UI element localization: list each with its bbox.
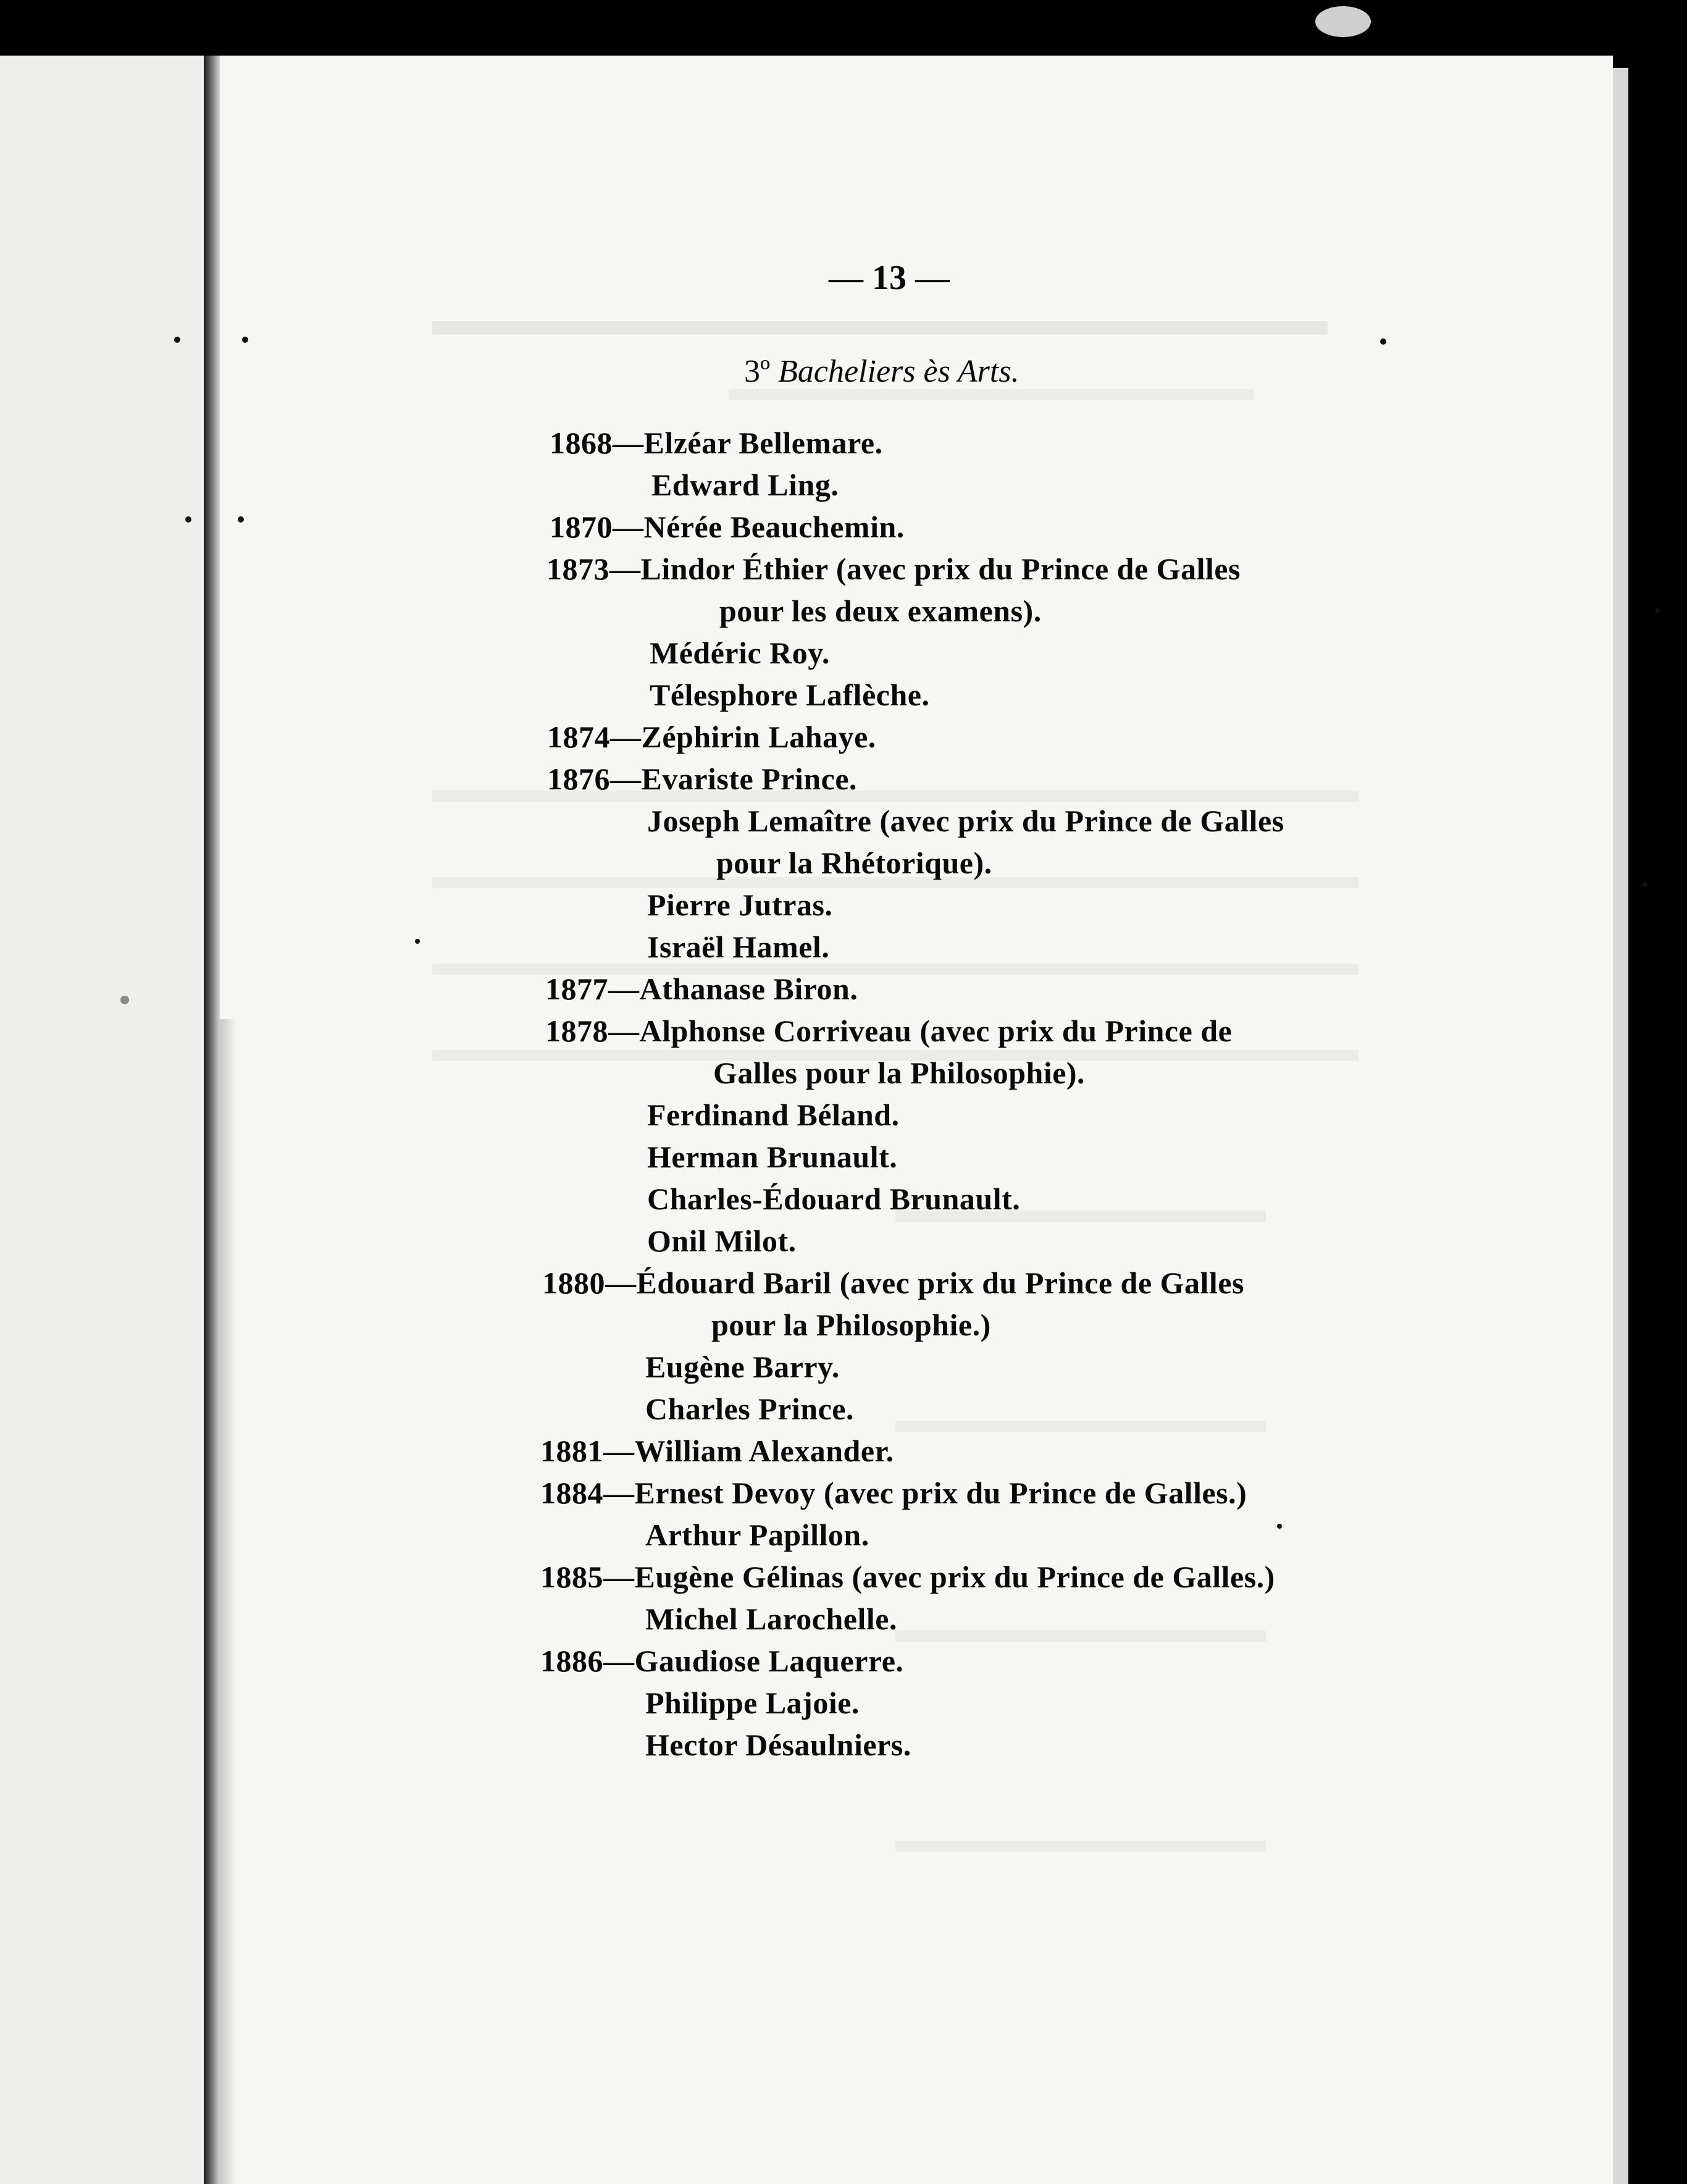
entry-line: Israël Hamel. (647, 930, 830, 964)
entry-line: 1885—Eugène Gélinas (avec prix du Prince de Galles.) (540, 1560, 1275, 1594)
entry-line: pour la Rhétorique). (716, 846, 992, 880)
entry-line: 1877—Athanase Biron. (545, 972, 858, 1006)
entry-line: Médéric Roy. (650, 636, 831, 670)
entry-line: 1881—William Alexander. (540, 1434, 894, 1468)
entry-line: Galles pour la Philosophie). (713, 1056, 1086, 1090)
entry-line: Télesphore Laflèche. (650, 678, 930, 712)
section-heading: Bacheliers ès Arts. (778, 354, 1019, 389)
entry-line: Onil Milot. (647, 1224, 797, 1258)
entry-line: 1870—Nérée Beauchemin. (550, 510, 905, 544)
entry-line: 1868—Elzéar Bellemare. (550, 426, 883, 460)
entry-line: pour les deux examens). (719, 594, 1042, 628)
entry-line: 1884—Ernest Devoy (avec prix du Prince de Galles.) (540, 1476, 1247, 1510)
entry-line: Eugène Barry. (645, 1350, 840, 1384)
entry-line: Hector Désaulniers. (645, 1728, 911, 1762)
section-number: 3º (744, 354, 771, 389)
entry-line: Arthur Papillon. (645, 1518, 869, 1552)
entry-line: 1876—Evariste Prince. (547, 762, 858, 796)
entry-line: 1886—Gaudiose Laquerre. (540, 1644, 904, 1678)
entry-line: 1874—Zéphirin Lahaye. (547, 720, 876, 754)
entry-line: Charles Prince. (645, 1392, 854, 1426)
entry-line: pour la Philosophie.) (711, 1308, 991, 1342)
entry-line: Edward Ling. (651, 468, 839, 502)
section-title (744, 353, 1019, 390)
entry-line: Herman Brunault. (647, 1140, 898, 1174)
entry-line: Michel Larochelle. (645, 1602, 897, 1636)
entry-line: 1878—Alphonse Corriveau (avec prix du Prince de (545, 1014, 1233, 1048)
entry-line: Philippe Lajoie. (645, 1686, 860, 1720)
entry-line: Ferdinand Béland. (647, 1098, 900, 1132)
entry-line: 1880—Édouard Baril (avec prix du Prince de Galles (542, 1266, 1244, 1300)
entry-line: Pierre Jutras. (647, 888, 833, 922)
page-number: — 13 — (829, 259, 950, 297)
entry-line: 1873—Lindor Éthier (avec prix du Prince de Galles (546, 552, 1241, 586)
entry-line: Joseph Lemaître (avec prix du Prince de Galles (647, 804, 1284, 838)
entry-line: Charles-Édouard Brunault. (647, 1182, 1021, 1216)
